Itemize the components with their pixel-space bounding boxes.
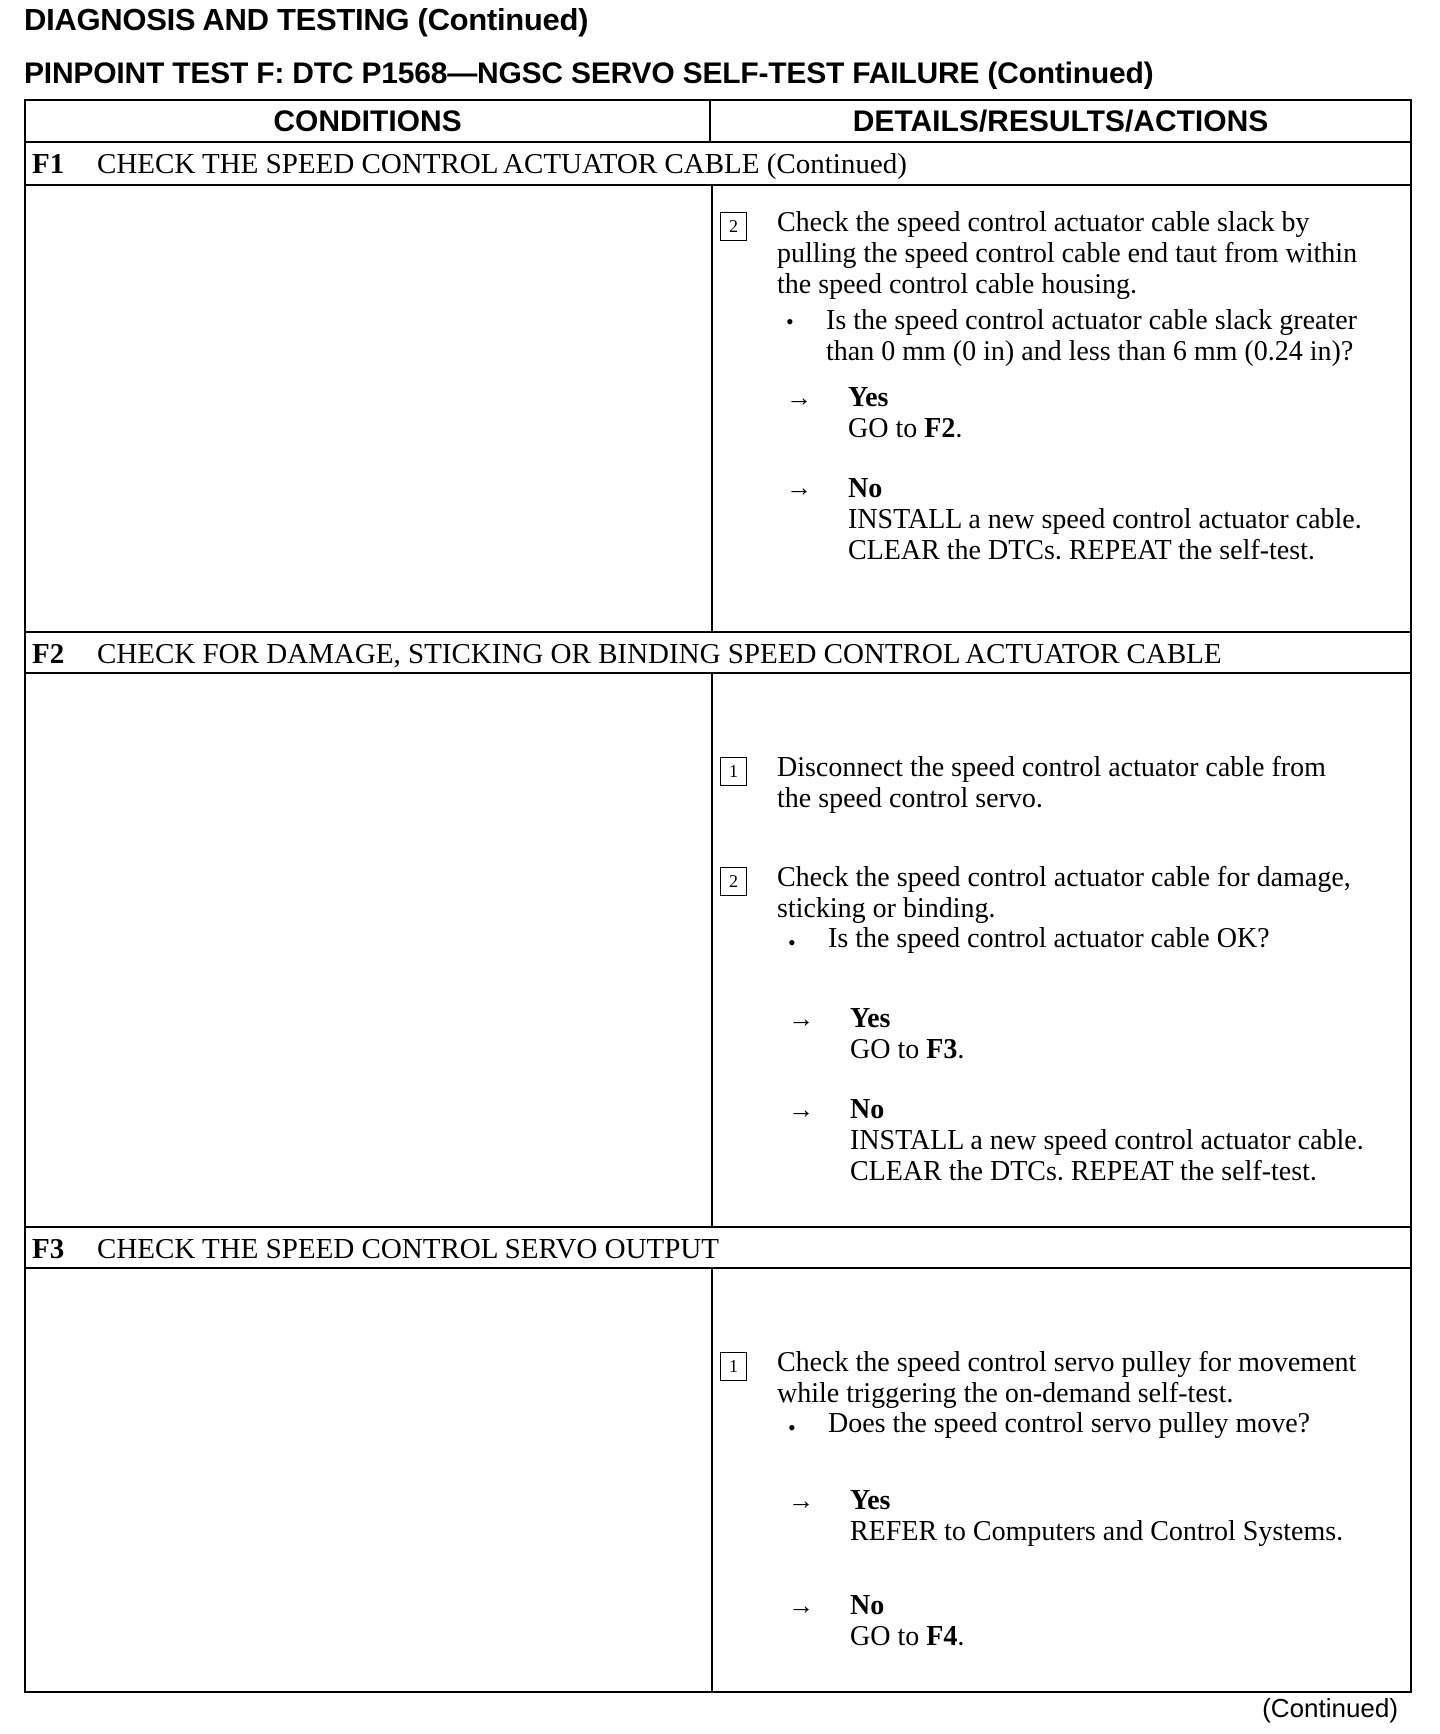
arrow-right-icon: →	[786, 383, 812, 412]
step-header-f2	[26, 631, 1410, 674]
step-instruction: Check the speed control servo pulley for movement while triggering the on-demand self-test.	[777, 1347, 1357, 1409]
step-title: CHECK FOR DAMAGE, STICKING OR BINDING SPEED CONTROL ACTUATOR CABLE	[97, 638, 1222, 670]
column-header-details: DETAILS/RESULTS/ACTIONS	[711, 101, 1410, 143]
arrow-right-icon: →	[788, 1004, 814, 1033]
question-text: Is the speed control actuator cable OK?	[828, 923, 1270, 954]
result-no: No INSTALL a new speed control actuator cable. CLEAR the DTCs. REPEAT the self-test.	[848, 473, 1362, 566]
bullet-icon: •	[786, 309, 794, 334]
step-number-box: 2	[720, 867, 747, 896]
step-instruction: Check the speed control actuator cable slack by pulling the speed control cable end taut from within the speed control cable housing.	[777, 207, 1358, 300]
continued-footer: (Continued)	[1262, 1693, 1398, 1723]
question-text: Does the speed control servo pulley move?	[828, 1408, 1311, 1439]
step-header-f3	[26, 1226, 1410, 1269]
step-number: F3	[32, 1233, 65, 1265]
arrow-right-icon: →	[788, 1095, 814, 1124]
result-no: No INSTALL a new speed control actuator cable. CLEAR the DTCs. REPEAT the self-test.	[850, 1094, 1364, 1187]
column-header-conditions: CONDITIONS	[26, 101, 711, 143]
result-yes: Yes GO to F3.	[850, 1003, 965, 1065]
step-instruction: Disconnect the speed control actuator cable from the speed control servo.	[777, 752, 1326, 814]
bullet-icon: •	[788, 930, 796, 955]
column-divider	[711, 674, 713, 1228]
step-number-box: 2	[720, 212, 747, 241]
arrow-right-icon: →	[788, 1591, 814, 1620]
pinpoint-test-table	[24, 99, 1412, 1693]
question-text: Is the speed control actuator cable slack greater than 0 mm (0 in) and less than 6 mm (0.24 in)?	[826, 305, 1357, 367]
step-number-box: 1	[720, 757, 747, 786]
step-instruction: Check the speed control actuator cable for damage, sticking or binding.	[777, 862, 1351, 924]
column-divider	[711, 186, 713, 633]
page-title: DIAGNOSIS AND TESTING (Continued)	[24, 2, 589, 37]
step-number-box: 1	[720, 1352, 747, 1381]
step-number: F2	[32, 638, 65, 670]
result-no: No GO to F4.	[850, 1590, 965, 1652]
bullet-icon: •	[788, 1415, 796, 1440]
step-title: CHECK THE SPEED CONTROL SERVO OUTPUT	[97, 1233, 720, 1265]
step-header-f1	[26, 143, 1410, 186]
step-title: CHECK THE SPEED CONTROL ACTUATOR CABLE (Continued)	[97, 148, 907, 180]
result-yes: Yes REFER to Computers and Control Systems.	[850, 1485, 1344, 1547]
arrow-right-icon: →	[786, 473, 812, 502]
column-divider	[711, 1269, 713, 1691]
step-number: F1	[32, 148, 65, 180]
pinpoint-test-title: PINPOINT TEST F: DTC P1568—NGSC SERVO SELF-TEST FAILURE (Continued)	[24, 57, 1154, 90]
result-yes: Yes GO to F2.	[848, 382, 963, 444]
arrow-right-icon: →	[788, 1486, 814, 1515]
